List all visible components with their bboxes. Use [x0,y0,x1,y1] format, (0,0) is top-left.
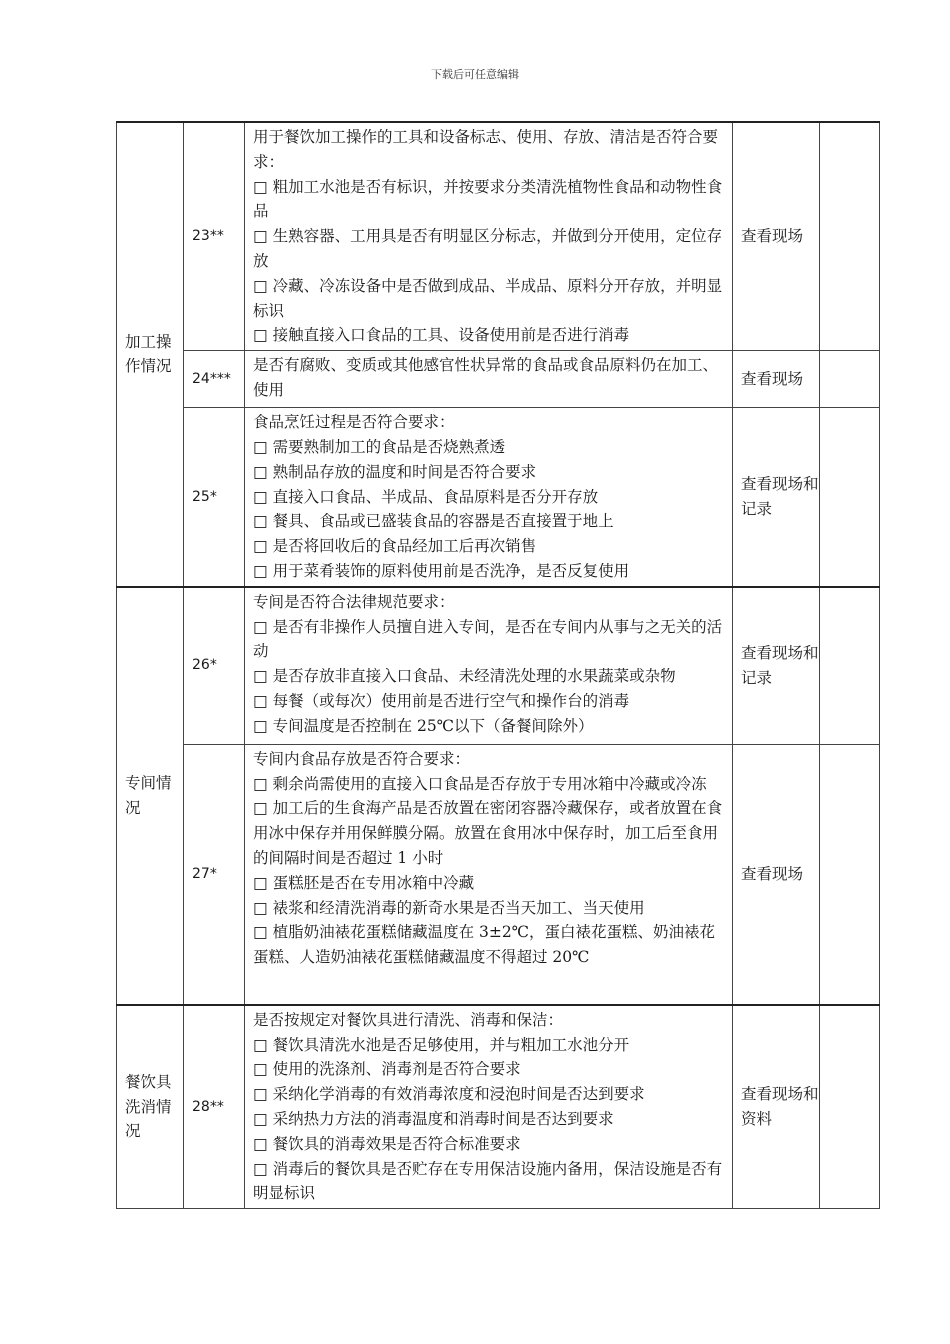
item-line: □ 直接入口食品、半成品、食品原料是否分开存放 [253,487,599,506]
item-line: □ 蛋糕胚是否在专用冰箱中冷藏 [253,873,475,892]
table-row [117,587,880,745]
item-line: □ 是否有非操作人员擅自进入专间，是否在专间内从事与之无关的活动 [253,617,723,661]
item-content [245,351,733,408]
item-number: 27* [184,744,245,1005]
item-number: 25* [184,408,245,587]
item-line: 专间内食品存放是否符合要求： [253,749,471,768]
table-row [117,122,880,351]
result-cell [820,351,880,408]
item-line: 是否有腐败、变质或其他感官性状异常的食品或食品原料仍在加工、使用 [253,356,719,399]
category-cell: 专间情况 [117,587,184,1005]
item-line: □ 粗加工水池是否有标识，并按要求分类清洗植物性食品和动物性食品 [253,177,723,221]
item-line: □ 是否将回收后的食品经加工后再次销售 [253,537,537,556]
item-line: □ 冷藏、冷冻设备中是否做到成品、半成品、原料分开存放，并明显标识 [253,276,723,320]
check-method: 查看现场 [733,351,820,408]
item-number: 28** [184,1005,245,1209]
item-content [245,744,733,1005]
item-line: 专间是否符合法律规范要求： [253,592,455,611]
item-line: 食品烹饪过程是否符合要求： [253,413,455,432]
item-line: □ 餐饮具的消毒效果是否符合标准要求 [253,1134,521,1153]
item-line: □ 专间温度是否控制在 25℃以下（备餐间除外） [253,716,594,735]
item-number: 26* [184,587,245,745]
check-method: 查看现场 [733,122,820,351]
check-method: 查看现场 [733,744,820,1005]
result-cell [820,1005,880,1209]
table-row [117,351,880,408]
item-line: □ 生熟容器、工用具是否有明显区分标志，并做到分开使用，定位存放 [253,227,723,270]
check-method: 查看现场和记录 [733,587,820,745]
category-cell: 加工操作情况 [117,122,184,587]
item-line: 是否按规定对餐饮具进行清洗、消毒和保洁： [253,1010,564,1029]
item-content [245,587,733,745]
table-row [117,744,880,1005]
item-line: 用于餐饮加工操作的工具和设备标志、使用、存放、清洁是否符合要求： [253,128,719,171]
item-line: □ 植脂奶油裱花蛋糕储藏温度在 3±2℃，蛋白裱花蛋糕、奶油裱花蛋糕、人造奶油裱花蛋糕储藏温度不得超过 20℃ [253,923,716,967]
result-cell [820,408,880,587]
item-line: □ 采纳热力方法的消毒温度和消毒时间是否达到要求 [253,1109,614,1128]
item-line: □ 需要熟制加工的食品是否烧熟煮透 [253,437,506,456]
item-line: □ 接触直接入口食品的工具、设备使用前是否进行消毒 [253,326,630,345]
result-cell [820,744,880,1005]
page-header: 下载后可任意编辑 [431,68,519,81]
category-cell: 餐饮具洗消情况 [117,1005,184,1209]
item-line: □ 餐饮具清洗水池是否足够使用，并与粗加工水池分开 [253,1035,630,1054]
item-line: □ 是否存放非直接入口食品、未经清洗处理的水果蔬菜或杂物 [253,667,676,686]
item-line: □ 每餐（或每次）使用前是否进行空气和操作台的消毒 [253,691,630,710]
item-content [245,1005,733,1209]
inspection-table [116,121,880,1209]
check-method: 查看现场和资料 [733,1005,820,1209]
item-number: 24*** [184,351,245,408]
table-row [117,408,880,587]
item-line: □ 餐具、食品或已盛装食品的容器是否直接置于地上 [253,512,614,531]
result-cell [820,122,880,351]
item-line: □ 熟制品存放的温度和时间是否符合要求 [253,462,537,481]
item-line: □ 用于菜肴装饰的原料使用前是否洗净，是否反复使用 [253,561,630,580]
result-cell [820,587,880,745]
item-line: □ 消毒后的餐饮具是否贮存在专用保洁设施内备用，保洁设施是否有明显标识 [253,1159,723,1203]
table-row [117,1005,880,1209]
item-number: 23** [184,122,245,351]
item-line: □ 剩余尚需使用的直接入口食品是否存放于专用冰箱中冷藏或冷冻 [253,774,707,793]
check-method: 查看现场和记录 [733,408,820,587]
item-line: □ 采纳化学消毒的有效消毒浓度和浸泡时间是否达到要求 [253,1085,645,1104]
item-line: □ 加工后的生食海产品是否放置在密闭容器冷藏保存，或者放置在食用冰中保存并用保鲜膜分隔。放置在食用冰中保存时，加工后至食用的间隔时间是否超过 1 小时 [253,799,723,867]
item-content [245,122,733,351]
item-line: □ 裱浆和经清洗消毒的新奇水果是否当天加工、当天使用 [253,898,645,917]
item-line: □ 使用的洗涤剂、消毒剂是否符合要求 [253,1060,521,1079]
item-content [245,408,733,587]
